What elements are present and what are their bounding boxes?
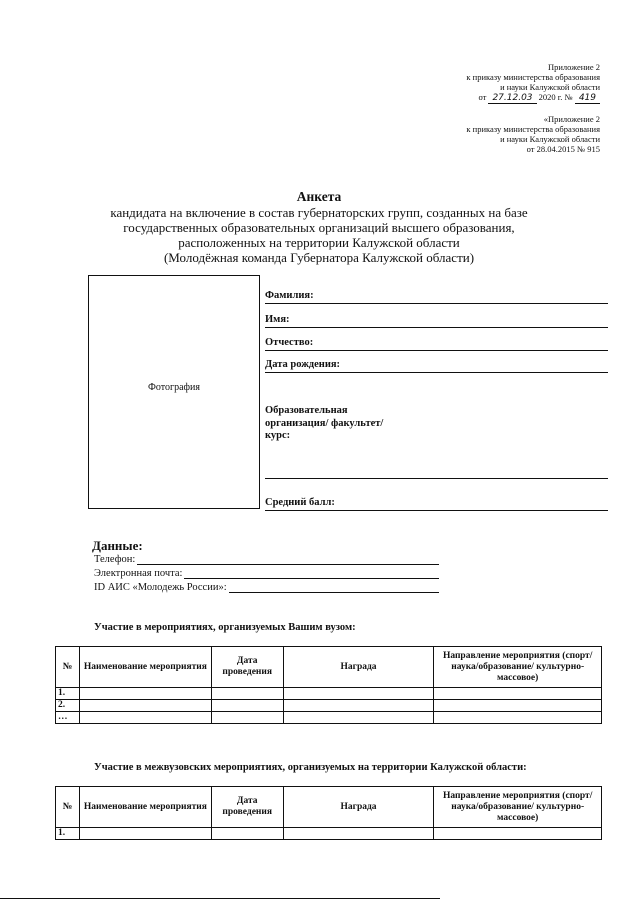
header-line: к приказу министерства образования: [466, 72, 600, 82]
org-label-line: курс:: [265, 430, 291, 441]
table1-title: Участие в мероприятиях, организуемых Вашим вузом:: [94, 622, 356, 633]
document-title: [0, 188, 638, 265]
handwritten-number: 419: [575, 93, 600, 104]
year-label: 2020 г.: [538, 92, 563, 102]
col-date: Дата проведения: [211, 647, 283, 688]
table-cell[interactable]: [211, 700, 283, 712]
table-cell[interactable]: [211, 688, 283, 700]
table-header-row: [56, 647, 602, 688]
col-event-name: Наименование мероприятия: [79, 787, 211, 828]
table-cell[interactable]: [211, 828, 283, 840]
previous-approval-header: [466, 114, 600, 154]
header-date-line: [466, 92, 600, 103]
col-direction: Направление мероприятия (спорт/наука/образование/ культурно-массовое): [434, 647, 602, 688]
table-cell[interactable]: [283, 712, 434, 724]
header-line: к приказу министерства образования: [466, 124, 600, 134]
table-cell[interactable]: [79, 828, 211, 840]
row-number: …: [56, 712, 80, 724]
email-label: Электронная почта:: [94, 568, 183, 579]
table-cell[interactable]: [434, 688, 602, 700]
ais-id-input-line[interactable]: [229, 582, 439, 593]
number-label: №: [564, 92, 573, 102]
table-cell[interactable]: [434, 828, 602, 840]
ais-id-row: [94, 582, 439, 594]
row-number: 2.: [56, 700, 80, 712]
from-label: от: [478, 92, 487, 102]
ais-id-label: ID АИС «Молодежь России»:: [94, 582, 227, 593]
interuniversity-events-table: [55, 786, 602, 840]
email-row: [94, 568, 439, 580]
organization-field-line[interactable]: [265, 478, 608, 479]
col-event-name: Наименование мероприятия: [79, 647, 211, 688]
title-line: расположенных на территории Калужской области: [178, 235, 460, 250]
col-number: №: [56, 647, 80, 688]
col-number: №: [56, 787, 80, 828]
table-cell[interactable]: [283, 828, 434, 840]
email-input-line[interactable]: [184, 568, 439, 579]
table-cell[interactable]: [283, 700, 434, 712]
header-line: от 28.04.2015 № 915: [526, 144, 600, 154]
name-field[interactable]: Имя:: [265, 313, 608, 328]
col-award: Награда: [283, 787, 434, 828]
handwritten-date: 27.12.03: [488, 93, 536, 104]
phone-row: [94, 554, 439, 566]
org-label-line: Образовательная: [265, 405, 348, 416]
table-cell[interactable]: [434, 712, 602, 724]
col-direction: Направление мероприятия (спорт/наука/образование/ культурно-массовое): [434, 787, 602, 828]
table-cell[interactable]: [434, 700, 602, 712]
table-row: [56, 712, 602, 724]
header-line: и науки Калужской области: [500, 82, 600, 92]
title-main: Анкета: [296, 189, 342, 204]
row-number: 1.: [56, 828, 80, 840]
row-number: 1.: [56, 688, 80, 700]
table-cell[interactable]: [79, 712, 211, 724]
table-row: [56, 700, 602, 712]
header-line: «Приложение 2: [543, 114, 600, 124]
table2-title: Участие в межвузовских мероприятиях, организуемых на территории Калужской области:: [94, 762, 527, 773]
title-line: (Молодёжная команда Губернатора Калужской области): [163, 250, 475, 265]
approval-header: [466, 62, 600, 103]
col-date: Дата проведения: [211, 787, 283, 828]
header-line: и науки Калужской области: [500, 134, 600, 144]
header-line: Приложение 2: [548, 62, 600, 72]
title-line: кандидата на включение в состав губернаторских групп, созданных на базе: [110, 205, 528, 220]
table-row: [56, 828, 602, 840]
university-events-table: [55, 646, 602, 724]
organization-label: [265, 405, 383, 443]
title-line: государственных образовательных организаций высшего образования,: [123, 220, 515, 235]
data-section-title: Данные:: [92, 538, 143, 553]
birthdate-field[interactable]: Дата рождения:: [265, 358, 608, 373]
table-cell[interactable]: [79, 700, 211, 712]
table-cell[interactable]: [79, 688, 211, 700]
bottom-divider: [0, 898, 440, 899]
patronymic-field[interactable]: Отчество:: [265, 336, 608, 351]
average-score-field[interactable]: Средний балл:: [265, 496, 608, 511]
surname-field[interactable]: Фамилия:: [265, 289, 608, 304]
table-cell[interactable]: [283, 688, 434, 700]
phone-label: Телефон:: [94, 554, 136, 565]
table-header-row: [56, 787, 602, 828]
phone-input-line[interactable]: [137, 554, 439, 565]
org-label-line: организация/ факультет/: [265, 417, 384, 429]
col-award: Награда: [283, 647, 434, 688]
photo-label: Фотография: [148, 382, 200, 393]
table-row: [56, 688, 602, 700]
table-cell[interactable]: [211, 712, 283, 724]
